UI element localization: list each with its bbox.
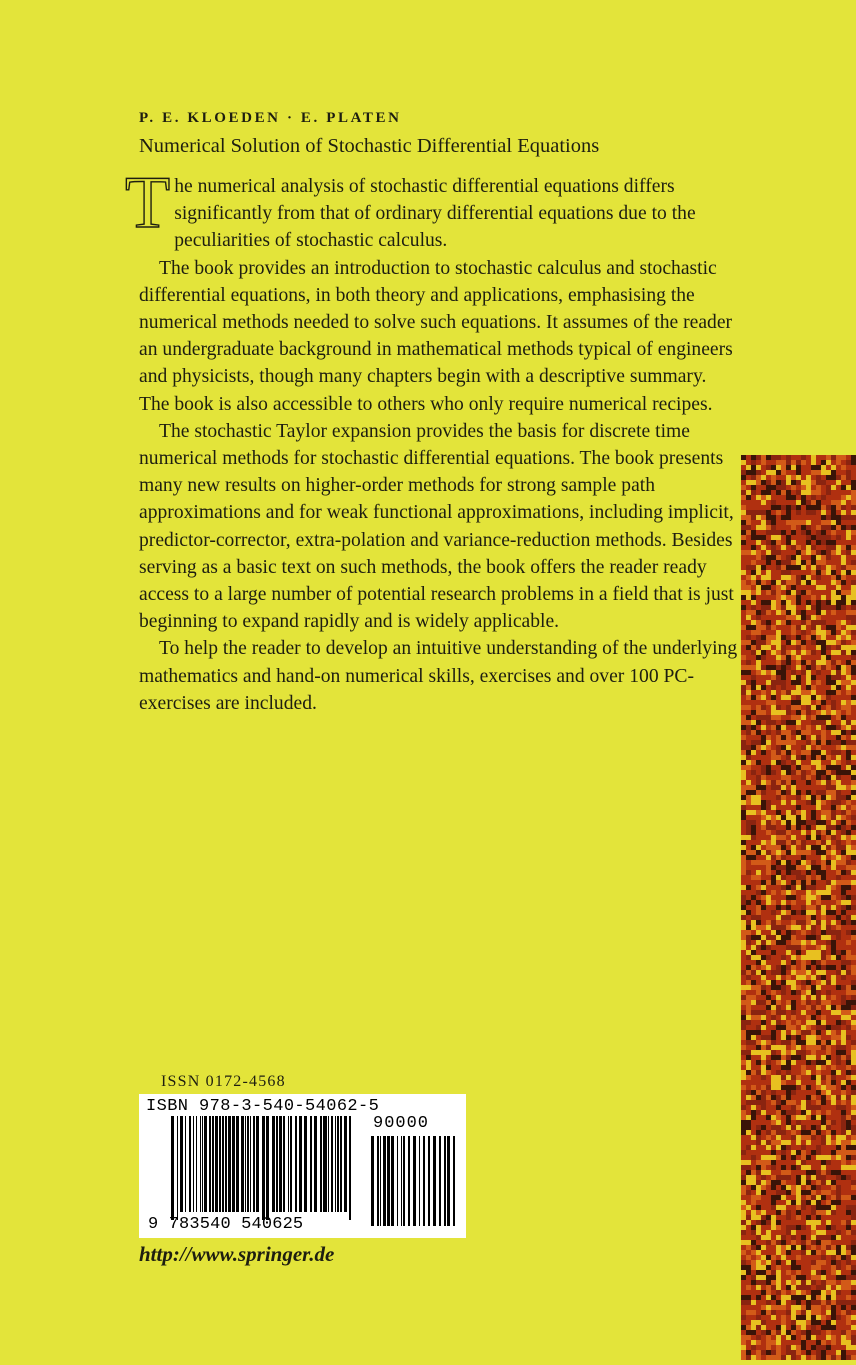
issn: ISSN 0172-4568 [161, 1073, 286, 1090]
blurb-paragraph-4: To help the reader to develop an intuitive understanding of the underlying mathematics and hand-on numerical skills, exercises and over 100 PC-exercises are included. [139, 638, 738, 714]
blurb-paragraph-1 [125, 162, 739, 255]
blurb [125, 162, 739, 717]
barcode [139, 1094, 466, 1238]
blurb-paragraph-3: The stochastic Taylor expansion provides the basis for discrete time numerical methods for stochastic differential equations. The book presents many new results on higher-order methods for strong sample path approximations and for weak functional approximations, including implicit, predictor-corrector, extra-polation and variance-reduction methods. Besides serving as a basic text on such methods, the book offers the reader ready access to a large number of potential research problems in a field that is just beginning to expand rapidly and is widely applicable. [139, 420, 734, 633]
drop-cap: T [125, 162, 171, 244]
publisher-url: http://www.springer.de [139, 1242, 335, 1266]
ean-digits: 9 783540 540625 [148, 1215, 304, 1234]
book-title: Numerical Solution of Stochastic Differential Equations [139, 135, 600, 157]
isbn: ISBN 978-3-540-54062-5 [146, 1097, 380, 1116]
blurb-paragraph-2: The book provides an introduction to stochastic calculus and stochastic differential equations, in both theory and applications, emphasising the numerical methods needed to solve such equations. It assumes of the reader an undergraduate background in mathematical methods typical of engineers and physicists, though many chapters begin with a descriptive summary. The book is also accessible to others who only require numerical recipes. [139, 257, 733, 415]
pattern-image [741, 455, 856, 1360]
decorative-pattern-strip [741, 455, 856, 1360]
price-code: 90000 [373, 1114, 430, 1133]
authors: P. E. KLOEDEN · E. PLATEN [139, 110, 402, 126]
blurb-paragraph-1-text: he numerical analysis of stochastic differential equations differs significantly from that of ordinary differential equations due to the peculiarities of stochastic calculus. [174, 176, 696, 252]
